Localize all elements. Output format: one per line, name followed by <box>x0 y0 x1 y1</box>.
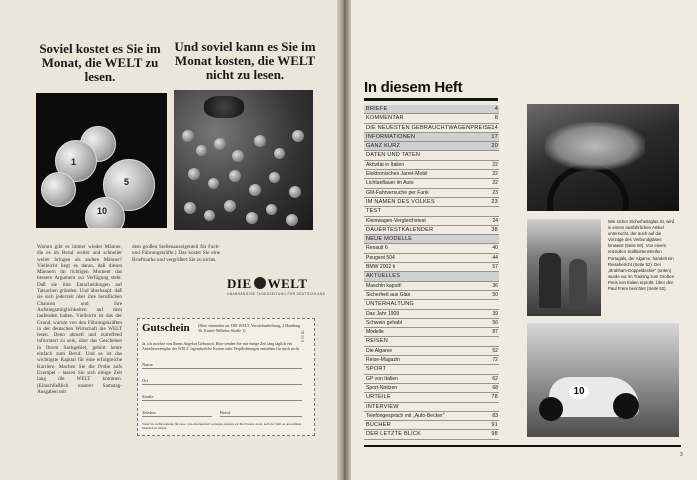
toc-row <box>364 272 499 281</box>
toc-page: 56 <box>492 319 498 326</box>
toc-label: BRIEFE <box>366 106 388 112</box>
toc-label: GANZ KURZ <box>366 143 401 150</box>
toc-label: Kleinwagen-Vergleichstest <box>366 217 426 224</box>
coupon-footnote: Wenn Sie Aufbewahrung für neue 1 das Abonnement vorliegen, können wir Ihre Freude daran, nach der Welt an den zehnten Monaten zu liefern. <box>142 422 302 430</box>
job-field[interactable]: Beruf <box>220 407 302 417</box>
toc-page: 68 <box>492 384 498 391</box>
coin-label: 1 <box>71 157 77 167</box>
wheel <box>539 397 563 421</box>
toc-label: NEUE MODELLE <box>366 236 413 243</box>
toc-row <box>364 393 499 402</box>
phone-field[interactable]: Telefon <box>142 407 212 417</box>
coin <box>204 210 215 221</box>
toc-label: Sicherheit aus Glas <box>366 291 411 298</box>
toc-row <box>364 235 499 244</box>
coupon-note: (Bitte einsenden an: DIE WELT, Vertriebsabteilung, 2 Hamburg 36, Kaiser-Wilhelm-Straße 1) <box>198 323 301 333</box>
figure <box>569 259 587 309</box>
page-number: 3 <box>680 452 683 458</box>
toc-label: GP von Italien <box>366 375 398 382</box>
coin <box>196 145 207 156</box>
toc-row <box>364 217 499 226</box>
coin <box>246 212 258 224</box>
toc-row <box>364 365 499 374</box>
coin <box>188 168 200 180</box>
coin <box>269 172 280 183</box>
coin <box>184 202 196 214</box>
toc-page: 44 <box>492 254 498 261</box>
page-title: In diesem Heft <box>364 79 463 96</box>
toc-page: 22 <box>492 161 498 168</box>
toc-label: Elektronisches Jarret-Mobil <box>366 171 428 178</box>
race-number: 10 <box>569 385 589 399</box>
toc-page: 50 <box>492 291 498 298</box>
toc-page: 17 <box>491 133 498 140</box>
toc-page: 24 <box>492 217 498 224</box>
coupon[interactable] <box>137 318 315 436</box>
toc-label: TEST <box>366 208 382 215</box>
logo-subtitle: UNABHÄNGIGE TAGESZEITUNG FÜR DEUTSCHLAND <box>227 292 326 296</box>
toc-row <box>364 244 499 253</box>
toc-row <box>364 375 499 384</box>
toc-row <box>364 151 499 160</box>
coupon-title: Gutschein <box>142 322 190 334</box>
toc-label: Die Algarve <box>366 347 393 354</box>
toc-label: UNTERHALTUNG <box>366 301 414 308</box>
toc-row <box>364 179 499 188</box>
toc-row <box>364 114 499 123</box>
city-field[interactable]: Ort <box>142 375 302 385</box>
toc-label: URTEILE <box>366 394 391 401</box>
toc-page: 87 <box>492 329 498 336</box>
toc-label: INFORMATIONEN <box>366 133 416 140</box>
coin-pile-photo <box>174 90 313 230</box>
coin-label: 10 <box>97 206 108 216</box>
toc-row <box>364 254 499 263</box>
footer-rule <box>364 445 681 447</box>
toc-page: 22 <box>492 180 498 187</box>
coin <box>286 214 298 226</box>
coin-label: 5 <box>124 177 130 187</box>
toc-label: Reise-Magazin <box>366 357 400 364</box>
toc-row <box>364 337 499 346</box>
toc-row <box>364 291 499 300</box>
toc-page: 20 <box>491 143 498 150</box>
steering-wheel <box>547 164 629 211</box>
toc-row <box>364 412 499 421</box>
toc-page: 52 <box>492 347 498 354</box>
toc-row <box>364 161 499 170</box>
toc-row <box>364 403 499 412</box>
toc-label: Telefongespräch mit „Auto-Becker" <box>366 412 445 419</box>
toc-row <box>364 189 499 198</box>
table-of-contents <box>364 105 499 440</box>
toc-row <box>364 226 499 235</box>
photo-caption: Wie sicher Sicherheitsglas ist, wird in einem ausführlichen Artikel untersucht, der auch auf die Vorzüge des Verbundglases hinweist (Seite 50). Von einem reizvollen Südküstenstreifen Portugals, der Algarve, handelt ein Reisebericht (Seite 52). Der „Brabham-Doppeldecker" (unten) wurde vor im Training zum Großen Preis von Italien erprobt. Über den Paul Frere berichtet (Seite 62). <box>608 219 675 292</box>
toc-label: SPORT <box>366 366 387 373</box>
coin <box>292 130 304 142</box>
toc-label: INTERVIEW <box>366 403 399 410</box>
race-car-photo <box>527 323 679 437</box>
coin <box>208 178 219 189</box>
figure <box>539 253 561 308</box>
toc-row <box>364 310 499 319</box>
toc-page: 78 <box>491 394 498 401</box>
die-welt-logo: DIE WELT <box>227 276 308 291</box>
name-field[interactable]: Name <box>142 359 302 369</box>
toc-label: Modelle <box>366 329 384 336</box>
toc-label: DAUERTESTKALENDER <box>366 226 434 233</box>
toc-row <box>364 207 499 216</box>
toc-label: IM NAMEN DES VOLKES <box>366 198 435 205</box>
coin <box>229 170 241 182</box>
toc-page: 98 <box>491 431 498 438</box>
toc-page: 72 <box>492 357 498 364</box>
coupon-code: 78 53 S <box>300 330 305 343</box>
toc-page: 91 <box>491 422 498 429</box>
street-field[interactable]: Straße <box>142 391 302 401</box>
toc-row <box>364 356 499 365</box>
coin <box>249 184 261 196</box>
toc-row <box>364 105 499 114</box>
toc-label: Renault 6 <box>366 245 388 252</box>
coin <box>289 186 301 198</box>
toc-label: AKTUELLES <box>366 273 401 280</box>
toc-label: Lichtanflauer im Auto <box>366 180 414 187</box>
coin <box>232 150 244 162</box>
toc-label: DATEN UND TATEN <box>366 152 421 159</box>
toc-label: Peugeot 504 <box>366 254 395 261</box>
toc-row <box>364 347 499 356</box>
toc-row <box>364 300 499 309</box>
toc-page: 23 <box>491 198 498 205</box>
toc-label: Aktivität in Italien <box>366 161 405 168</box>
toc-label: KOMMENTAR <box>366 115 404 122</box>
toc-label: GM-Fahrversuche per Funk <box>366 189 429 196</box>
headline-left: Soviel kostet es Sie im Monat, die WELT zu lesen. <box>39 41 161 84</box>
body-text-col2: dem großen Stellenanzeigenteil für Fach- und Führungskräfte.) Das kostet Sie eine Briefmarke und vergrößert Sie zu nichts. <box>132 244 220 263</box>
toc-page: 8 <box>494 115 498 122</box>
magazine-gutter <box>337 0 351 480</box>
toc-row <box>364 142 499 151</box>
toc-label: BÜCHER <box>366 422 391 429</box>
coin <box>254 135 266 147</box>
toc-label: DER LETZTE BLICK <box>366 431 422 438</box>
coin <box>41 172 76 207</box>
toc-page: 57 <box>492 264 498 271</box>
wheel <box>613 393 639 419</box>
toc-label: Sport-Notizen <box>366 384 398 391</box>
globe-icon <box>254 277 266 289</box>
coin <box>214 138 226 150</box>
toc-label: REISEN <box>366 338 389 345</box>
toc-label: DIE NEUESTEN GEBRAUCHTWAGENPREISE <box>366 124 493 131</box>
coin <box>274 148 285 159</box>
toc-row <box>364 430 499 439</box>
coupon-text: Ja, ich möchte von Ihrem Angebot Gebrauch. Bitte senden Sie mir einige Zeit lang täglich ein Ansichtsexemplar der WELT. Irgendwelche Kosten oder Verpflichtungen entstehen für mich nicht. <box>142 341 300 351</box>
title-rule <box>364 98 498 101</box>
toc-page: 39 <box>492 310 498 317</box>
toc-page: 22 <box>492 171 498 178</box>
toc-page: 14 <box>491 124 498 131</box>
toc-row <box>364 170 499 179</box>
toc-row <box>364 282 499 291</box>
headline-right: Und soviel kann es Sie im Monat kosten, die WELT nicht zu lesen. <box>174 39 316 82</box>
toc-label: BMW 2002 ti <box>366 264 396 271</box>
coin <box>224 200 236 212</box>
coins-photo <box>36 93 167 228</box>
algarve-photo <box>527 219 601 316</box>
toc-row <box>364 421 499 430</box>
toc-page: 36 <box>492 282 498 289</box>
cracked-glass <box>545 122 645 170</box>
coin <box>182 130 194 142</box>
toc-row <box>364 198 499 207</box>
coin <box>204 96 244 118</box>
toc-label: Das Jahr 1909 <box>366 310 400 317</box>
toc-page: 83 <box>492 412 498 419</box>
toc-page: 23 <box>492 189 498 196</box>
toc-row <box>364 263 499 272</box>
toc-row <box>364 384 499 393</box>
body-text-col1: Warum gibt es immer wieder Männer, die es im Beruf weiter und schneller weiter bringen als andere Männer? Vielleicht liegt es daran, daß diesen Männern im richtigen Moment das bessere Argument zur Verfügung steht. Daß sie ihre Entscheidungen auf Tatsachen gründen. Und überhaupt: daß sie sich jederzeit über ihre beruflichen Chancen und ihre Aufstiegsmöglichkeiten auf dem laufenden halten. Vielleicht ist das der Grund, warum von den Führungskräften in der deutschen Wirtschaft die WELT lesen. Denn aktuell und zutreffend informiert zu sein, über das Geschehen in Ihrem Sachgebiet, gehört heute einfach zum Beruf. Und es ist das wichtigste Kapital für eine erfolgreiche Karriere. Machen Sie die Probe aufs Exempel - lassen Sie sich einige Zeit lang die WELT kommen. (Einschließlich unserer Samstag-Ausgaben mit <box>37 244 122 395</box>
windshield-photo <box>527 104 679 211</box>
toc-row <box>364 133 499 142</box>
toc-label: Maschin kaputt! <box>366 282 402 289</box>
toc-page: 38 <box>491 226 498 233</box>
toc-row <box>364 328 499 337</box>
toc-page: 4 <box>494 106 498 112</box>
toc-row <box>364 124 499 133</box>
toc-page: 62 <box>492 375 498 382</box>
toc-page: 40 <box>492 245 498 252</box>
coin <box>266 204 277 215</box>
toc-row <box>364 319 499 328</box>
toc-label: Schwein gehabt <box>366 319 403 326</box>
